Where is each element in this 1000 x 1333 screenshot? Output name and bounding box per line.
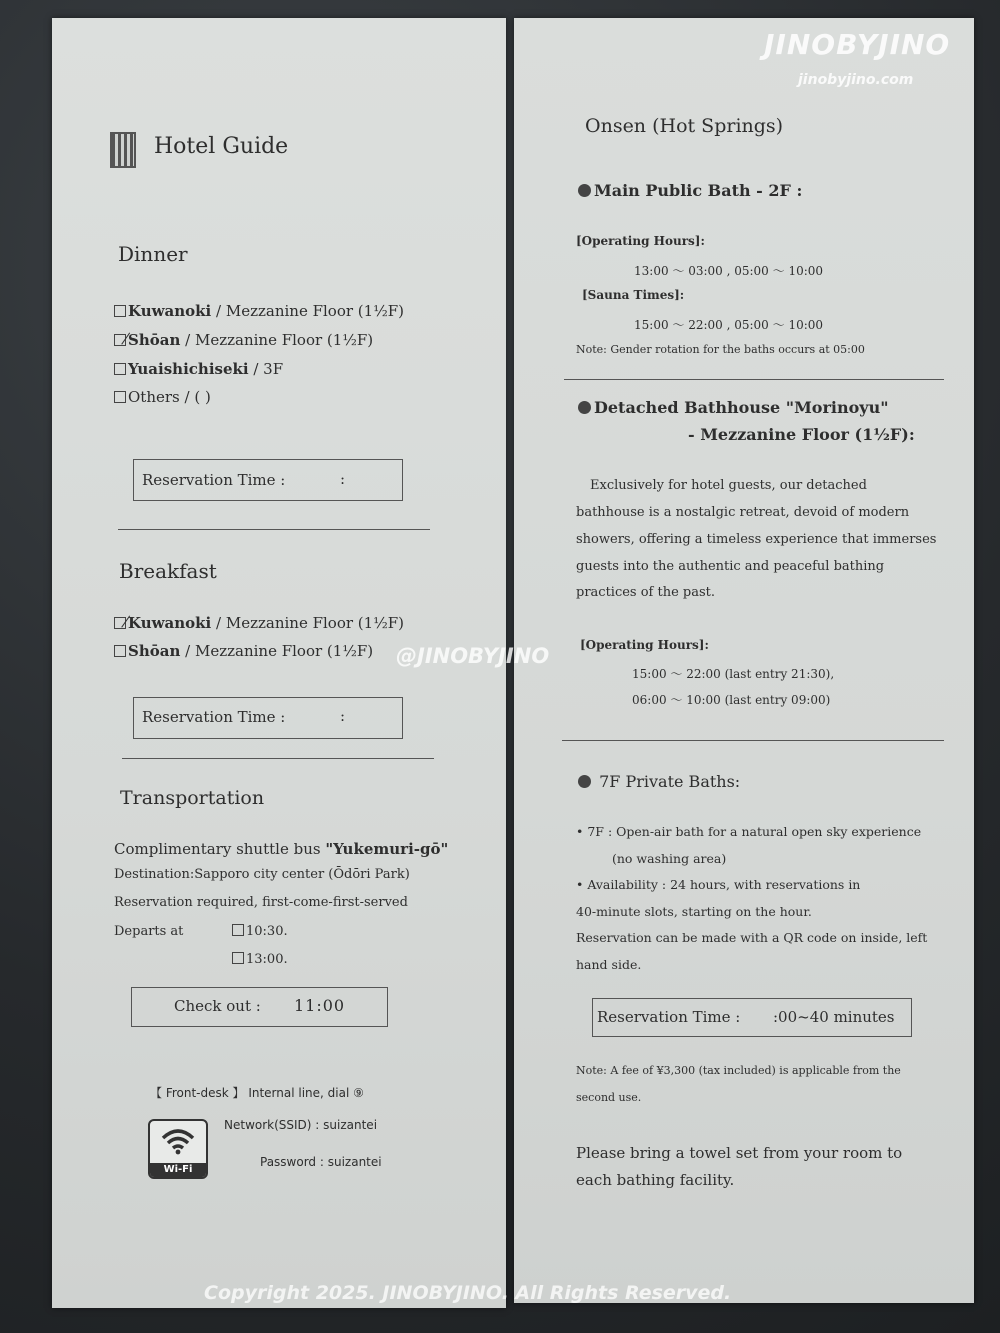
main-bath-hours: 13:00 ～ 03:00 , 05:00 ～ 10:00 (634, 264, 824, 278)
checkbox-checked-icon[interactable] (114, 617, 126, 629)
divider (562, 740, 944, 741)
fee-note: second use. (576, 1091, 642, 1104)
checkbox-icon[interactable] (114, 645, 126, 657)
bullet-icon (578, 184, 591, 197)
gender-rotation-note: Note: Gender rotation for the baths occurs at 05:00 (576, 343, 865, 356)
detached-bath-floor: - Mezzanine Floor (1½F): (688, 425, 915, 444)
bullet-icon (578, 775, 591, 788)
reservation-label: Reservation Time : (142, 708, 286, 726)
departs-label: Departs at (114, 924, 184, 939)
divider (122, 758, 434, 759)
reservation-label: Reservation Time : (142, 471, 286, 489)
checkbox-icon[interactable] (114, 363, 126, 375)
handle-watermark: @JINOBYJINO (396, 644, 550, 668)
sauna-label: [Sauna Times]: (582, 288, 685, 302)
reservation-note: Reservation required, first-come-first-served (114, 895, 408, 910)
detached-desc-line: practices of the past. (576, 585, 716, 600)
reservation-label: Reservation Time : (597, 1008, 741, 1026)
dinner-reservation-box[interactable] (133, 459, 403, 501)
dinner-option-yuaishichiseki[interactable]: Yuaishichiseki / 3F (114, 360, 283, 378)
checkout-time: 11:00 (294, 996, 346, 1015)
checkbox-icon[interactable] (114, 391, 126, 403)
breakfast-option-shoan[interactable]: Shōan / Mezzanine Floor (1½F) (114, 642, 373, 660)
private-bath-line: • Availability : 24 hours, with reservations in (576, 877, 861, 892)
wifi-badge: Wi-Fi (150, 1163, 206, 1177)
wifi-icon (148, 1119, 208, 1179)
reservation-separator: : (340, 707, 346, 725)
detached-hours: 15:00 ～ 22:00 (last entry 21:30), (632, 667, 835, 681)
copyright-watermark: Copyright 2025. JINOBYJINO. All Rights Reserved. (204, 1282, 732, 1304)
destination-text: Destination:Sapporo city center (Ōdōri Park) (114, 867, 410, 882)
shuttle-bus-line: Complimentary shuttle bus "Yukemuri-gō" (114, 840, 449, 858)
hours-label: [Operating Hours]: (580, 638, 709, 652)
dinner-option-others[interactable]: Others / ( ) (114, 388, 211, 406)
detached-desc-line: showers, offering a timeless experience that immerses (576, 532, 937, 547)
detached-hours: 06:00 ～ 10:00 (last entry 09:00) (632, 693, 831, 707)
private-bath-line: 40-minute slots, starting on the hour. (576, 904, 812, 919)
checkout-box (131, 987, 388, 1027)
site-watermark: jinobyjino.com (798, 72, 914, 88)
fee-note: Note: A fee of ¥3,300 (tax included) is applicable from the (576, 1064, 901, 1077)
checkbox-icon[interactable] (232, 952, 244, 964)
breakfast-heading: Breakfast (119, 559, 217, 583)
breakfast-option-kuwanoki[interactable]: Kuwanoki / Mezzanine Floor (1½F) (114, 614, 404, 632)
checkbox-checked-icon[interactable] (114, 334, 126, 346)
towel-note: Please bring a towel set from your room to (576, 1144, 903, 1162)
bullet-icon (578, 401, 591, 414)
dinner-option-kuwanoki[interactable]: Kuwanoki / Mezzanine Floor (1½F) (114, 302, 404, 320)
breakfast-reservation-box[interactable] (133, 697, 403, 739)
private-bath-line: Reservation can be made with a QR code on inside, left (576, 930, 928, 945)
wifi-password: Password : suizantei (260, 1155, 382, 1169)
private-bath-line: (no washing area) (612, 851, 727, 866)
front-desk-info: 【 Front-desk 】 Internal line, dial ⑨ (150, 1086, 364, 1100)
main-bath-heading: Main Public Bath - 2F : (578, 181, 802, 200)
checkbox-icon[interactable] (114, 305, 126, 317)
checkout-label: Check out : (174, 997, 261, 1015)
hours-label: [Operating Hours]: (576, 234, 705, 248)
transportation-heading: Transportation (120, 787, 265, 809)
reservation-slot: :00~40 minutes (773, 1008, 895, 1026)
checkbox-icon[interactable] (232, 924, 244, 936)
detached-desc-line: guests into the authentic and peaceful bathing (576, 559, 885, 574)
wifi-network: Network(SSID) : suizantei (224, 1118, 378, 1132)
detached-desc-line: Exclusively for hotel guests, our detached (590, 478, 867, 493)
towel-note: each bathing facility. (576, 1171, 735, 1189)
departure-option[interactable]: 10:30. (232, 924, 288, 939)
departure-option[interactable]: 13:00. (232, 952, 288, 967)
private-reservation-box[interactable] (592, 998, 912, 1037)
private-bath-line: • 7F : Open-air bath for a natural open sky experience (576, 824, 922, 839)
onsen-page (514, 18, 974, 1303)
private-bath-line: hand side. (576, 957, 642, 972)
reservation-separator: : (340, 470, 346, 488)
divider (118, 529, 430, 530)
sauna-hours: 15:00 ～ 22:00 , 05:00 ～ 10:00 (634, 318, 824, 332)
hotel-logo-icon (110, 132, 136, 168)
onsen-title: Onsen (Hot Springs) (585, 115, 784, 137)
detached-bath-heading: Detached Bathhouse "Morinoyu" (578, 398, 889, 417)
private-baths-heading: 7F Private Baths: (578, 772, 740, 791)
divider (564, 379, 944, 380)
dinner-heading: Dinner (118, 242, 188, 266)
detached-desc-line: bathhouse is a nostalgic retreat, devoid of modern (576, 505, 910, 520)
dinner-option-shoan[interactable]: Shōan / Mezzanine Floor (1½F) (114, 331, 373, 349)
brand-watermark: JINOBYJINO (764, 28, 951, 61)
page-title: Hotel Guide (154, 134, 289, 159)
